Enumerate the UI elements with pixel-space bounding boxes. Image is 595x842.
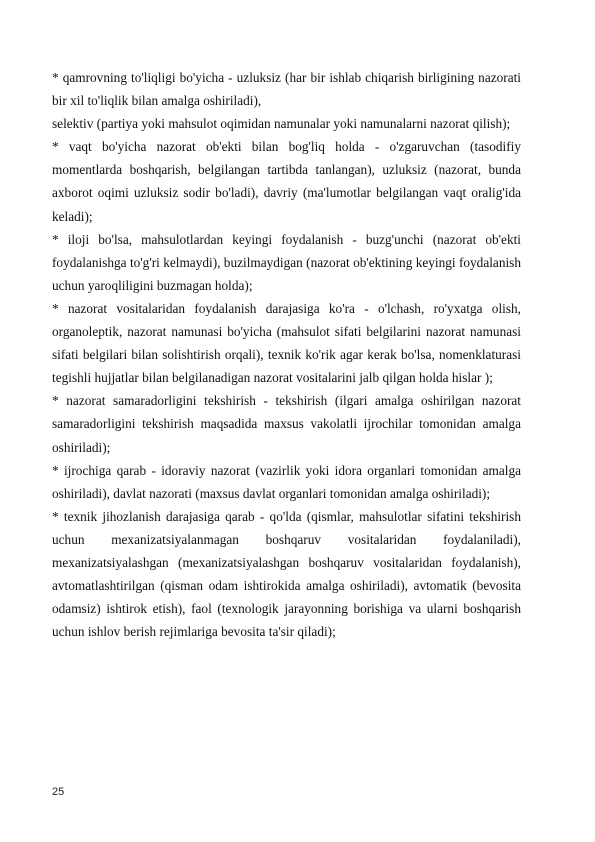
- paragraph-control-means: * nazorat vositalaridan foydalanish darajasiga ko'ra - o'lchash, ro'yxatga olish, organoleptik, nazorat namunasi bo'yicha (mahsulot sifati belgilarini nazorat namunasi sifati belgilari bilan solishtirish orqali), texnik ko'rik agar kerak bo'lsa, nomenklaturasi tegishli hujjatlar bilan belgilanadigan nazorat vositalarini jalb qilgan holda hislar );: [52, 300, 521, 386]
- paragraph-coverage-completeness: * qamrovning to'liqligi bo'yicha - uzluksiz (har bir ishlab chiqarish birligining nazorati bir xil to'liqlik bilan amalga oshiriladi),: [52, 70, 521, 109]
- page-number: 25: [52, 786, 65, 798]
- paragraph-time: * vaqt bo'yicha nazorat ob'ekti bilan bog'liq holda - o'zgaruvchan (tasodifiy momentlarda boshqarish, belgilangan tartibda tanlangan), uzluksiz (nazorat, bunda axborot oqimi uzluksiz sodir bo'ladi), davriy (ma'lumotlar belgilangan vaqt oralig'ida keladi);: [52, 139, 521, 224]
- paragraph-technical-equipment: * texnik jihozlanish darajasiga qarab - qo'lda (qismlar, mahsulotlar sifatini tekshirish uchun mexanizatsiyalanmagan boshqaruv vositalaridan foydalaniladi), mexanizatsiyalashgan (mexanizatsiyalashgan boshqaruv vositalaridan foydalanish), avtomatlashtirilgan (qisman odam ishtirokida amalga oshiriladi), avtomatik (bevosita odamsiz) ishtirok etish), faol (texnologik jarayonning borishiga va ularni boshqarish uchun ishlov berish rejimlariga bevosita ta'sir qiladi);: [52, 508, 521, 640]
- paragraph-executor: * ijrochiga qarab - idoraviy nazorat (vazirlik yoki idora organlari tomonidan amalga oshiriladi), davlat nazorati (maxsus davlat organlari tomonidan amalga oshiriladi);: [52, 462, 521, 501]
- paragraph-subsequent-use: * iloji bo'lsa, mahsulotlardan keyingi foydalanish - buzg'unchi (nazorat ob'ekti foydalanishga to'g'ri kelmaydi), buzilmaydigan (nazorat ob'ektining keyingi foydalanish uchun yaroqliligini buzmagan holda);: [52, 231, 521, 293]
- body-text: [52, 66, 521, 643]
- paragraph-effectiveness-check: * nazorat samaradorligini tekshirish - tekshirish (ilgari amalga oshirilgan nazorat samaradorligini tekshirish maqsadida maxsus vakolatli ijrochilar tomonidan amalga oshiriladi);: [52, 393, 521, 455]
- paragraph-selective: selektiv (partiya yoki mahsulot oqimidan namunalar yoki namunalarni nazorat qilish);: [52, 116, 511, 132]
